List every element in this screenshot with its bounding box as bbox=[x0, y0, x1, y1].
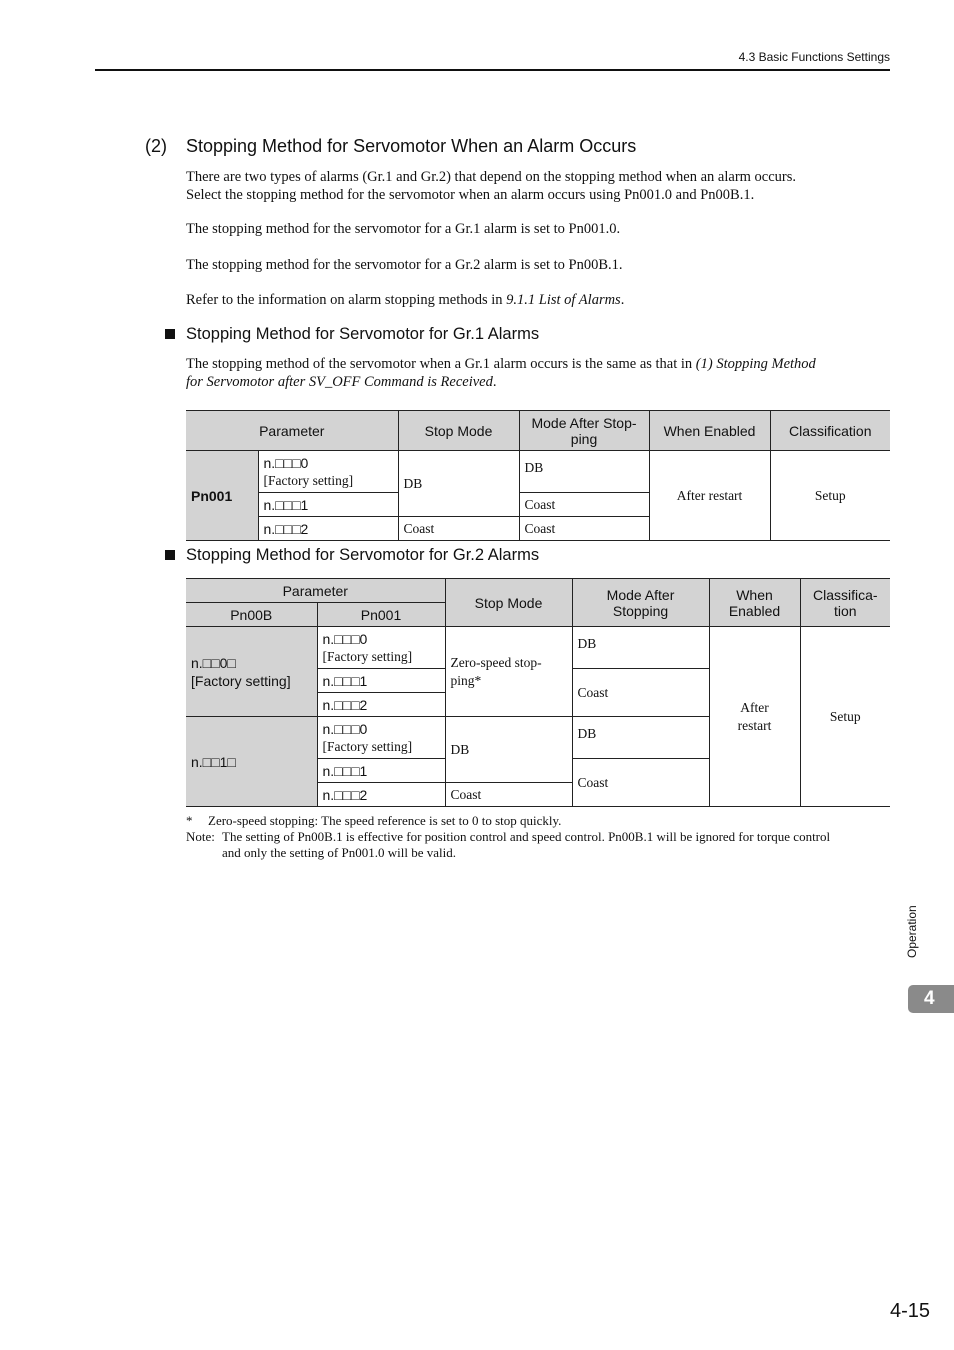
gr2-group1-stop-2: ping* bbox=[450, 672, 482, 688]
gr2-when-enabled bbox=[709, 627, 800, 807]
gr2-header-class-1: Classifica- bbox=[812, 586, 878, 603]
gr2-header-class-2: tion bbox=[833, 602, 857, 619]
gr2-classification: Setup bbox=[800, 627, 890, 807]
note-line-2: and only the setting of Pn001.0 will be valid. bbox=[222, 845, 456, 860]
gr2-header-when-2: Enabled bbox=[728, 602, 781, 619]
gr2-setting-paragraph: The stopping method for the servomotor for a Gr.2 alarm is set to Pn00B.1. bbox=[186, 257, 623, 273]
header-rule bbox=[95, 69, 890, 71]
gr2-group2-factory-note: [Factory setting] bbox=[322, 738, 413, 754]
gr2-group1-setting-1: n.□□□1 bbox=[317, 669, 445, 693]
intro-paragraph bbox=[186, 168, 886, 204]
gr2-group1-stop bbox=[445, 627, 572, 717]
intro-line-1: There are two types of alarms (Gr.1 and Gr.2) that depend on the stopping method when an alarm occurs. bbox=[186, 169, 797, 185]
gr2-group2-setting-2: n.□□□2 bbox=[317, 783, 445, 807]
note-label: Note: bbox=[186, 829, 215, 844]
reference-prefix: Refer to the information on alarm stopping methods in bbox=[186, 292, 507, 308]
gr2-header-pn001: Pn001 bbox=[317, 603, 445, 627]
gr2-header-parameter: Parameter bbox=[186, 579, 445, 603]
chapter-tab[interactable]: 4 bbox=[908, 985, 954, 1013]
sidebar-chapter-label: Operation bbox=[905, 905, 919, 958]
square-bullet-icon bbox=[165, 550, 175, 560]
gr2-header-mode-after-1: Mode After bbox=[606, 586, 675, 603]
gr2-group1-pn00b bbox=[186, 627, 317, 717]
table-row bbox=[317, 717, 445, 759]
gr2-group2-after-coast: Coast bbox=[572, 759, 709, 807]
gr1-setting-paragraph: The stopping method for the servomotor for a Gr.1 alarm is set to Pn001.0. bbox=[186, 221, 621, 237]
square-bullet-icon bbox=[165, 329, 175, 339]
gr2-heading bbox=[165, 546, 539, 565]
gr2-table bbox=[186, 578, 890, 807]
gr1-when-enabled: After restart bbox=[649, 451, 770, 541]
gr1-heading bbox=[165, 325, 539, 344]
section-heading bbox=[145, 136, 636, 157]
gr2-header-pn00b: Pn00B bbox=[186, 603, 317, 627]
gr2-group2-stop-db: DB bbox=[445, 717, 572, 783]
gr1-text-ref-2[interactable]: for Servomotor after SV_OFF Command is Received bbox=[186, 374, 493, 390]
gr1-stop-db: DB bbox=[398, 451, 519, 517]
gr2-group2-stop-coast: Coast bbox=[445, 783, 572, 807]
table-row bbox=[317, 627, 445, 669]
gr1-header-classification: Classification bbox=[770, 411, 890, 451]
gr2-heading-text: Stopping Method for Servomotor for Gr.2 Alarms bbox=[186, 546, 540, 564]
gr1-factory-note: [Factory setting] bbox=[263, 472, 354, 488]
gr1-setting-1: n.□□□1 bbox=[258, 493, 398, 517]
page-number: 4-15 bbox=[889, 1300, 930, 1322]
gr2-group2-after-db: DB bbox=[572, 717, 709, 759]
gr1-classification: Setup bbox=[770, 451, 890, 541]
gr2-header-when-1: When bbox=[736, 586, 773, 603]
gr1-heading-text: Stopping Method for Servomotor for Gr.1 Alarms bbox=[186, 325, 540, 343]
gr1-after-1: Coast bbox=[519, 493, 649, 517]
gr2-group1-setting-0: n.□□□0 bbox=[322, 630, 368, 647]
gr1-header-stop-mode: Stop Mode bbox=[398, 411, 519, 451]
gr1-header-mode-after: Mode After Stop-ping bbox=[519, 411, 649, 451]
gr1-header-when-enabled: When Enabled bbox=[649, 411, 770, 451]
gr1-text-ref-1[interactable]: (1) Stopping Method bbox=[695, 356, 816, 372]
gr2-header-mode-after bbox=[572, 579, 709, 627]
gr2-header-classification bbox=[800, 579, 890, 627]
gr2-header-when-enabled bbox=[709, 579, 800, 627]
gr1-header-parameter: Parameter bbox=[186, 411, 398, 451]
running-header: 4.3 Basic Functions Settings bbox=[738, 50, 890, 64]
gr1-table bbox=[186, 410, 890, 541]
intro-line-2: Select the stopping method for the servomotor when an alarm occurs using Pn001.0 and Pn00B.1. bbox=[186, 187, 755, 203]
gr2-header-stop-mode: Stop Mode bbox=[445, 579, 572, 627]
table-row bbox=[258, 451, 398, 493]
gr2-header-mode-after-2: Stopping bbox=[612, 602, 669, 619]
gr2-group1-stop-1: Zero-speed stop- bbox=[450, 654, 542, 670]
gr1-setting-0: n.□□□0 bbox=[263, 454, 309, 471]
reference-link[interactable]: 9.1.1 List of Alarms bbox=[506, 292, 621, 308]
gr2-group2-setting-1: n.□□□1 bbox=[317, 759, 445, 783]
gr2-group1-pn00b-note: [Factory setting] bbox=[191, 672, 291, 689]
gr1-param-name: Pn001 bbox=[186, 451, 258, 541]
gr2-group2-pn00b: n.□□1□ bbox=[186, 717, 317, 807]
gr2-group1-after-db: DB bbox=[572, 627, 709, 669]
footnote-note bbox=[186, 829, 830, 861]
note-line-1: The setting of Pn00B.1 is effective for position control and speed control. Pn00B.1 will be ignored for torque control bbox=[222, 829, 831, 844]
reference-paragraph bbox=[186, 291, 886, 309]
gr2-when-enabled-1: After bbox=[740, 699, 769, 715]
gr1-text-prefix: The stopping method of the servomotor when a Gr.1 alarm occurs is the same as that in bbox=[186, 356, 696, 372]
asterisk-marker: * bbox=[186, 813, 193, 828]
gr1-stop-2: Coast bbox=[398, 517, 519, 541]
gr1-text-suffix: . bbox=[492, 374, 497, 390]
section-number: (2) bbox=[145, 136, 167, 156]
gr1-after-0: DB bbox=[519, 451, 649, 493]
gr2-group1-factory-note: [Factory setting] bbox=[322, 648, 413, 664]
gr2-when-enabled-2: restart bbox=[737, 717, 772, 733]
gr1-after-2: Coast bbox=[519, 517, 649, 541]
gr2-group1-pn00b-value: n.□□0□ bbox=[191, 654, 236, 671]
reference-suffix: . bbox=[620, 292, 625, 308]
gr2-group1-setting-2: n.□□□2 bbox=[317, 693, 445, 717]
gr1-paragraph bbox=[186, 355, 886, 391]
asterisk-text: Zero-speed stopping: The speed reference is set to 0 to stop quickly. bbox=[208, 813, 562, 828]
section-title: Stopping Method for Servomotor When an Alarm Occurs bbox=[186, 136, 637, 156]
gr2-group2-setting-0: n.□□□0 bbox=[322, 720, 368, 737]
gr1-setting-2: n.□□□2 bbox=[258, 517, 398, 541]
footnote-asterisk bbox=[186, 813, 561, 829]
gr2-group1-after-coast: Coast bbox=[572, 669, 709, 717]
